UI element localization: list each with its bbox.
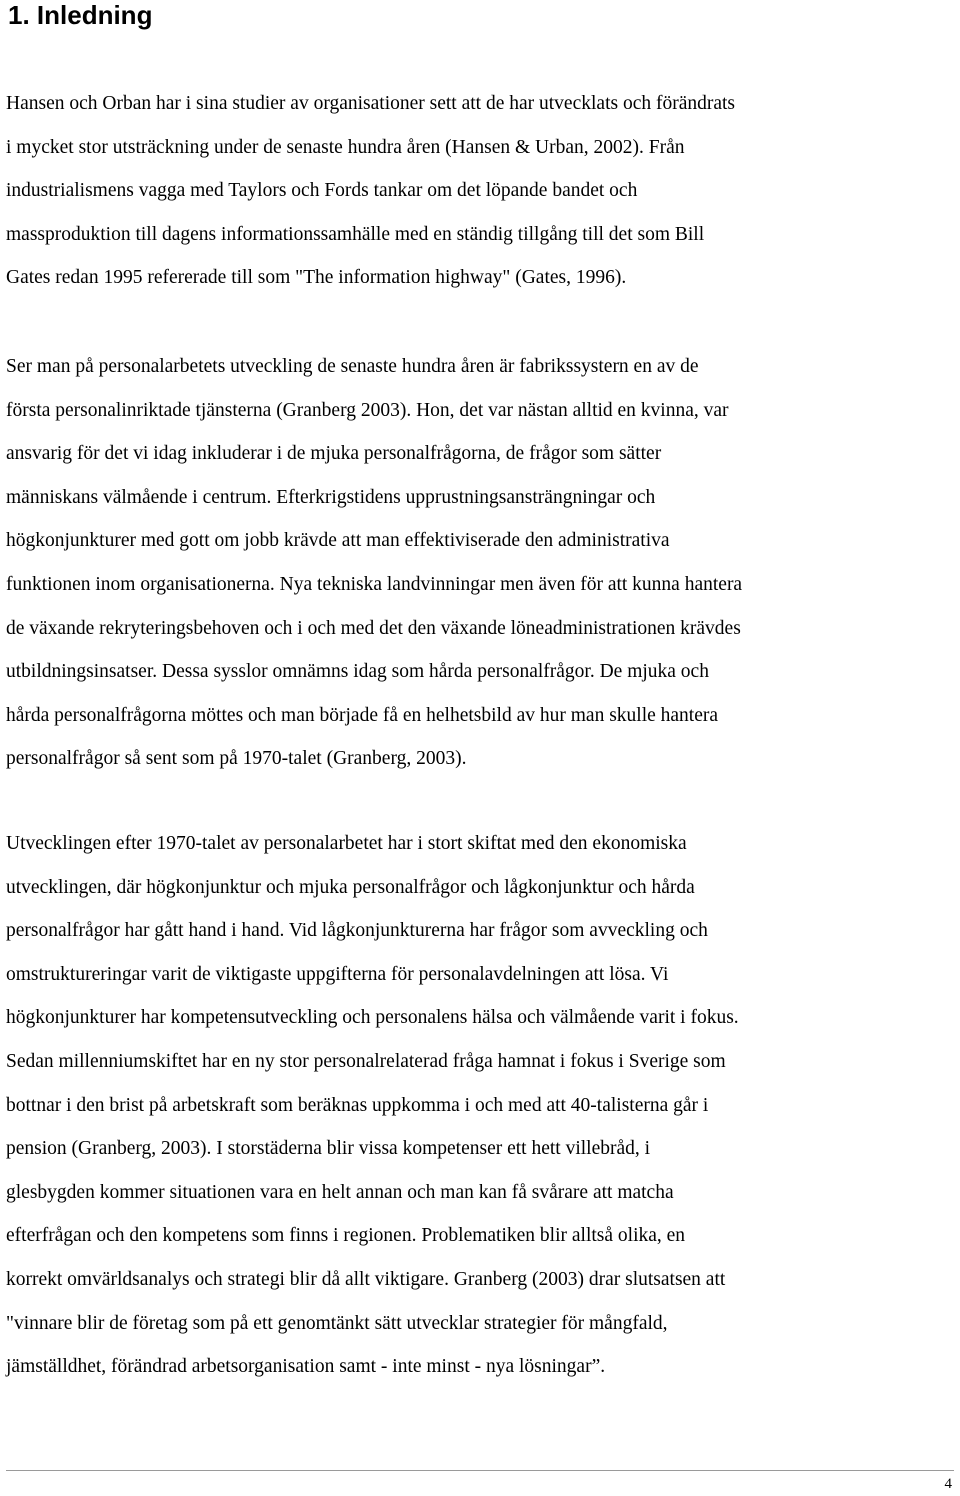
section-heading: 1. Inledning bbox=[8, 0, 153, 30]
paragraph-line: Utvecklingen efter 1970-talet av personalarbetet har i stort skiftat med den ekonomiska bbox=[6, 833, 687, 854]
paragraph-line: bottnar i den brist på arbetskraft som beräknas uppkomma i och med att 40-talisterna går i bbox=[6, 1094, 709, 1116]
paragraph-line: massproduktion till dagens informationssamhälle med en ständig tillgång till det som Bill bbox=[6, 223, 705, 245]
paragraph-line: glesbygden kommer situationen vara en helt annan och man kan få svårare att matcha bbox=[6, 1181, 674, 1203]
footer-divider bbox=[6, 1470, 954, 1471]
paragraph-line: efterfrågan och den kompetens som finns i regionen. Problematiken blir alltså olika, en bbox=[6, 1225, 686, 1247]
paragraph-line: Ser man på personalarbetets utveckling de senaste hundra åren är fabrikssystern en av de bbox=[6, 356, 699, 377]
paragraph-line: jämställdhet, förändrad arbetsorganisation samt - inte minst - nya lösningar”. bbox=[6, 1356, 606, 1378]
paragraph-line: Sedan millenniumskiftet har en ny stor personalrelaterad fråga hamnat i fokus i Sverige som bbox=[6, 1050, 726, 1072]
paragraph-line: pension (Granberg, 2003). I storstäderna blir vissa kompetenser ett hett villebråd, i bbox=[6, 1138, 651, 1160]
page-number: 4 bbox=[944, 1476, 952, 1492]
paragraph-line: Gates redan 1995 refererade till som "The information highway" (Gates, 1996). bbox=[6, 267, 627, 289]
paragraph-line: personalfrågor har gått hand i hand. Vid lågkonjunkturerna har frågor som avveckling och bbox=[6, 920, 708, 942]
paragraph-line: utvecklingen, där högkonjunktur och mjuka personalfrågor och lågkonjunktur och hårda bbox=[6, 876, 695, 898]
paragraph-line: i mycket stor utsträckning under de senaste hundra åren (Hansen & Urban, 2002). Från bbox=[6, 136, 685, 158]
paragraph-line: första personalinriktade tjänsterna (Granberg 2003). Hon, det var nästan alltid en kvinna, var bbox=[6, 399, 729, 421]
paragraph-line: högkonjunkturer med gott om jobb krävde att man effektiviserade den administrativa bbox=[6, 530, 670, 552]
paragraph-line: omstruktureringar varit de viktigaste uppgifterna för personalavdelningen att lösa. Vi bbox=[6, 963, 669, 985]
paragraph-1 bbox=[6, 82, 954, 300]
paragraph-line: Hansen och Orban har i sina studier av organisationer sett att de har utvecklats och förändrats bbox=[6, 93, 736, 114]
paragraph-line: ansvarig för det vi idag inkluderar i de mjuka personalfrågorna, de frågor som sätter bbox=[6, 443, 662, 465]
paragraph-line: personalfrågor så sent som på 1970-talet (Granberg, 2003). bbox=[6, 748, 467, 770]
paragraph-line: utbildningsinsatser. Dessa sysslor omnämns idag som hårda personalfrågor. De mjuka och bbox=[6, 661, 709, 683]
paragraph-line: högkonjunkturer har kompetensutveckling och personalens hälsa och välmående varit i fokus. bbox=[6, 1007, 739, 1029]
paragraph-line: de växande rekryteringsbehoven och i och med det den växande löneadministrationen krävdes bbox=[6, 617, 741, 639]
paragraph-3 bbox=[6, 822, 954, 1389]
paragraph-line: hårda personalfrågorna möttes och man började få en helhetsbild av hur man skulle hantera bbox=[6, 704, 719, 726]
paragraph-line: industrialismens vagga med Taylors och Fords tankar om det löpande bandet och bbox=[6, 180, 638, 202]
paragraph-2 bbox=[6, 345, 954, 781]
paragraph-line: korrekt omvärldsanalys och strategi blir då allt viktigare. Granberg (2003) drar slutsatsen att bbox=[6, 1268, 726, 1290]
paragraph-line: funktionen inom organisationerna. Nya tekniska landvinningar men även för att kunna hantera bbox=[6, 573, 743, 595]
paragraph-line: människans välmående i centrum. Efterkrigstidens upprustningsansträngningar och bbox=[6, 486, 656, 508]
paragraph-line: "vinnare blir de företag som på ett genomtänkt sätt utvecklar strategier för mångfald, bbox=[6, 1312, 668, 1334]
